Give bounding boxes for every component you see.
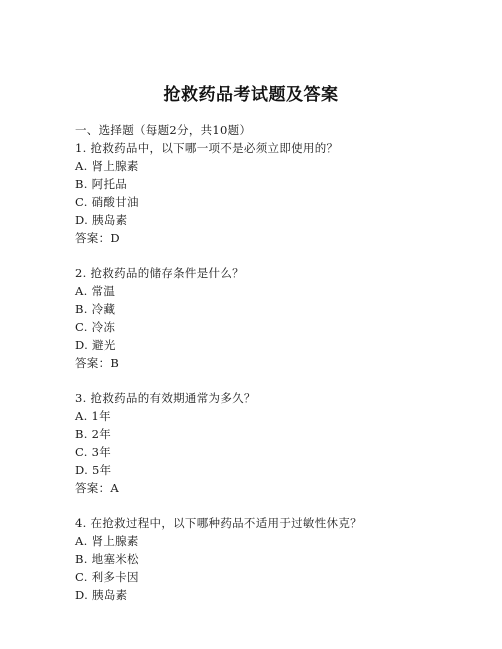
question-1-option-c: C. 硝酸甘油 [75, 195, 139, 209]
question-2-answer: 答案：B [75, 356, 120, 370]
question-1-option-b: B. 阿托品 [75, 177, 128, 191]
question-4-text: 4. 在抢救过程中，以下哪种药品不适用于过敏性休克？ [75, 516, 362, 530]
question-4-option-c: C. 利多卡因 [75, 570, 139, 584]
question-4-option-d: D. 胰岛素 [75, 588, 128, 602]
section-heading: 一、选择题（每题2分，共10题） [75, 123, 252, 137]
question-1-text: 1. 抢救药品中，以下哪一项不是必须立即使用的？ [75, 141, 339, 155]
question-3-answer: 答案：A [75, 481, 120, 495]
question-1-answer: 答案：D [75, 231, 120, 245]
question-4-option-a: A. 肾上腺素 [75, 534, 139, 548]
question-1-option-a: A. 肾上腺素 [75, 159, 139, 173]
question-2-text: 2. 抢救药品的储存条件是什么？ [75, 266, 244, 280]
question-4-option-b: B. 地塞米松 [75, 552, 139, 566]
question-2-option-a: A. 常温 [75, 284, 116, 298]
question-3-option-d: D. 5年 [75, 463, 112, 477]
question-2-option-d: D. 避光 [75, 338, 116, 352]
question-3-option-a: A. 1年 [75, 409, 111, 423]
question-2-option-c: C. 冷冻 [75, 320, 116, 334]
question-1-option-d: D. 胰岛素 [75, 213, 128, 227]
document-title: 抢救药品考试题及答案 [163, 85, 339, 105]
question-2-option-b: B. 冷藏 [75, 302, 116, 316]
question-3-option-c: C. 3年 [75, 445, 112, 459]
question-3-option-b: B. 2年 [75, 427, 112, 441]
question-3-text: 3. 抢救药品的有效期通常为多久？ [75, 391, 256, 405]
